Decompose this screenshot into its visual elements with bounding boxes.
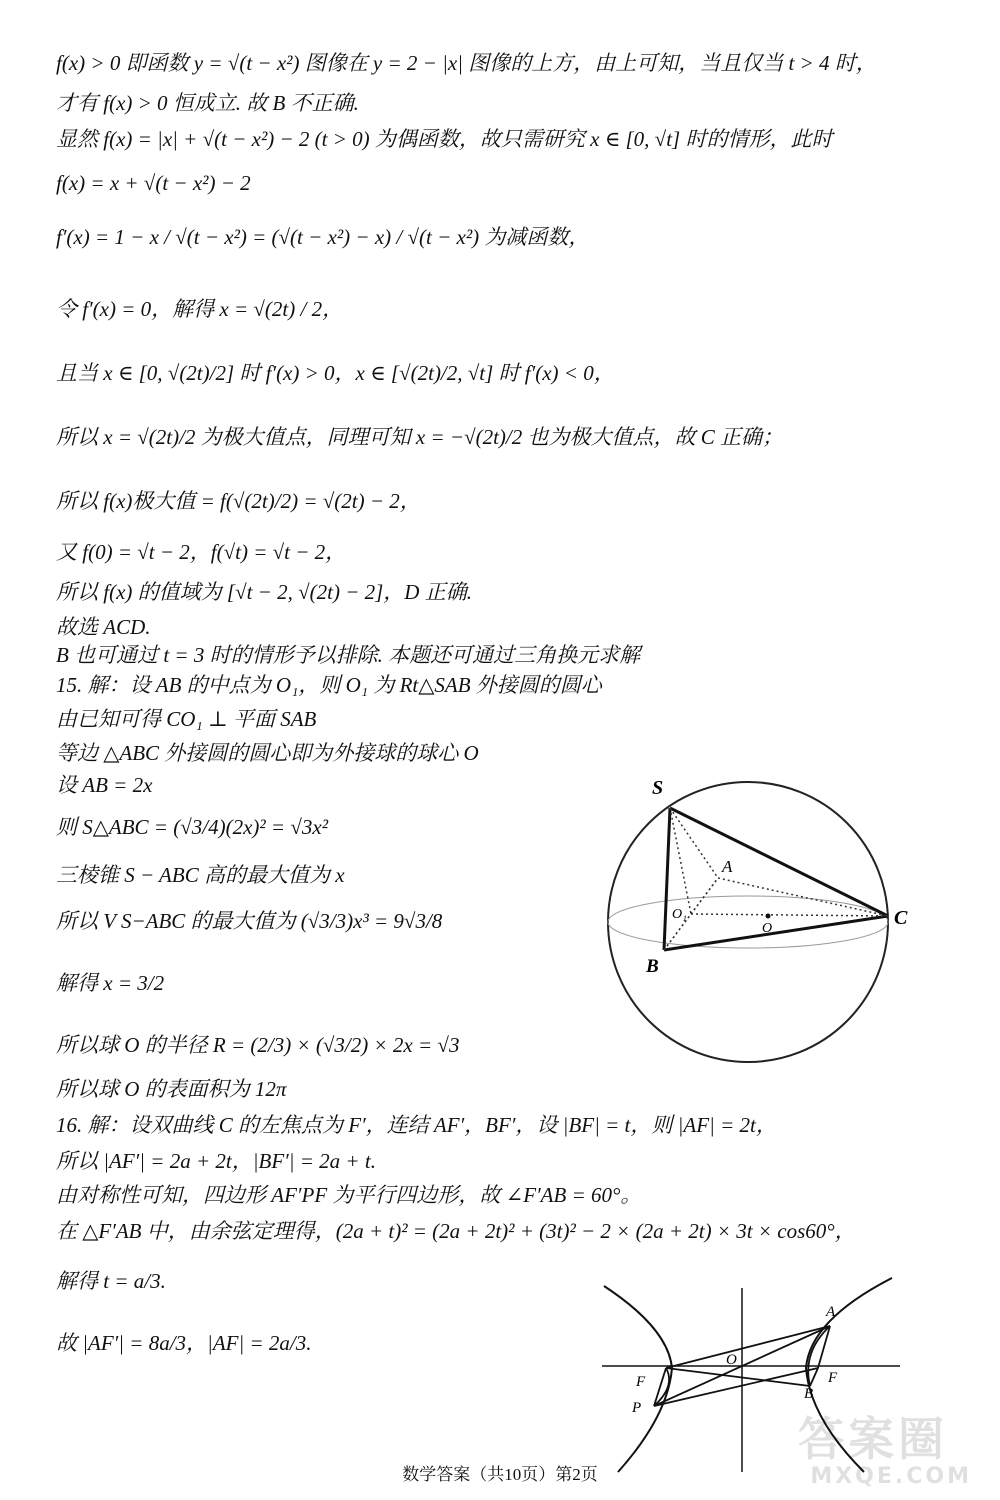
label-c: C xyxy=(894,907,908,929)
sphere-pyramid-figure xyxy=(590,770,910,1070)
label-a: A xyxy=(722,857,733,876)
text-line-11: 所以 f(x) 的值域为 [√t − 2, √(2t) − 2]，D 正确. xyxy=(56,580,472,604)
text-line-17: 设 AB = 2x xyxy=(56,773,153,797)
text-line-10: 又 f(0) = √t − 2，f(√t) = √t − 2， xyxy=(56,540,347,564)
text-line-8: 所以 x = √(2t)/2 为极大值点，同理可知 x = −√(2t)/2 也为极大值点，故 C 正确； xyxy=(56,425,784,449)
text-line-13: B 也可通过 t = 3 时的情形予以排除. 本题还可通过三角换元求解 xyxy=(56,643,641,667)
text-line-18: 则 S△ABC = (√3/4)(2x)² = √3x² xyxy=(56,815,328,839)
text-line-12: 故选 ACD. xyxy=(56,615,151,639)
text-line-4: f(x) = x + √(t − x²) − 2 xyxy=(56,171,251,195)
text-line-14: 15. 解：设 AB 的中点为 O₁，则 O₁ 为 Rt△SAB 外接圆的圆心 xyxy=(56,673,602,697)
text-line-1: f(x) > 0 即函数 y = √(t − x²) 图像在 y = 2 − |x| 图像的上方，由上可知，当且仅当 t > 4 时， xyxy=(56,51,877,75)
text-line-2: 才有 f(x) > 0 恒成立. 故 B 不正确. xyxy=(56,91,359,115)
label-s: S xyxy=(652,777,664,799)
text-line-20: 所以 V S−ABC 的最大值为 (√3/3)x³ = 9√3/8 xyxy=(56,909,443,933)
label-b: B xyxy=(804,1386,814,1402)
page-footer: 数学答案（共10页）第2页 xyxy=(402,1465,598,1484)
label-f-right: F xyxy=(828,1370,838,1386)
watermark-logo xyxy=(798,1414,978,1494)
watermark-cn: 答案圈 xyxy=(798,1412,948,1466)
label-b: B xyxy=(646,956,659,977)
label-a: A xyxy=(826,1304,836,1320)
text-line-7: 且当 x ∈ [0, √(2t)/2] 时 f′(x) > 0，x ∈ [√(2t)/2, √t] 时 f′(x) < 0， xyxy=(56,361,615,385)
text-line-19: 三棱锥 S − ABC 高的最大值为 x xyxy=(56,863,345,887)
label-o: O xyxy=(762,921,773,936)
text-line-9: 所以 f(x)极大值 = f(√(2t)/2) = √(2t) − 2， xyxy=(56,489,421,513)
center-point-o xyxy=(766,914,771,919)
text-line-6: 令 f′(x) = 0，解得 x = √(2t) / 2， xyxy=(56,297,344,321)
text-line-27: 在 △F′AB 中，由余弦定理得，(2a + t)² = (2a + 2t)² + (3t)² − 2 × (2a + 2t) × 3t × cos60°， xyxy=(56,1219,856,1243)
label-o1: O₁ xyxy=(672,907,687,922)
text-line-22: 所以球 O 的半径 R = (2/3) × (√3/2) × 2x = √3 xyxy=(56,1033,460,1057)
text-line-23: 所以球 O 的表面积为 12π xyxy=(56,1077,287,1101)
text-line-29: 故 |AF′| = 8a/3，|AF| = 2a/3. xyxy=(56,1331,312,1355)
text-line-28: 解得 t = a/3. xyxy=(56,1269,166,1293)
label-p: P xyxy=(632,1400,642,1416)
label-f-left: F xyxy=(636,1374,646,1390)
text-line-5: f′(x) = 1 − x / √(t − x²) = (√(t − x²) − x) / √(t − x²) 为减函数， xyxy=(56,225,590,249)
text-line-16: 等边 △ABC 外接圆的圆心即为外接球的球心 O xyxy=(56,741,479,765)
text-line-24: 16. 解：设双曲线 C 的左焦点为 F′，连结 AF′，BF′，设 |BF| = t，则 |AF| = 2t， xyxy=(56,1113,777,1137)
text-line-15: 由已知可得 CO₁ ⊥ 平面 SAB xyxy=(56,707,317,731)
text-line-25: 所以 |AF′| = 2a + 2t，|BF′| = 2a + t. xyxy=(56,1149,376,1173)
text-line-26: 由对称性可知，四边形 AF′PF 为平行四边形，故 ∠F′AB = 60°。 xyxy=(56,1183,642,1207)
label-o: O xyxy=(726,1352,737,1368)
text-line-21: 解得 x = 3/2 xyxy=(56,971,165,995)
watermark-en: MXQE.COM xyxy=(810,1464,972,1489)
text-line-3: 显然 f(x) = |x| + √(t − x²) − 2 (t > 0) 为偶函数，故只需研究 x ∈ [0, √t] 时的情形，此时 xyxy=(56,127,833,151)
